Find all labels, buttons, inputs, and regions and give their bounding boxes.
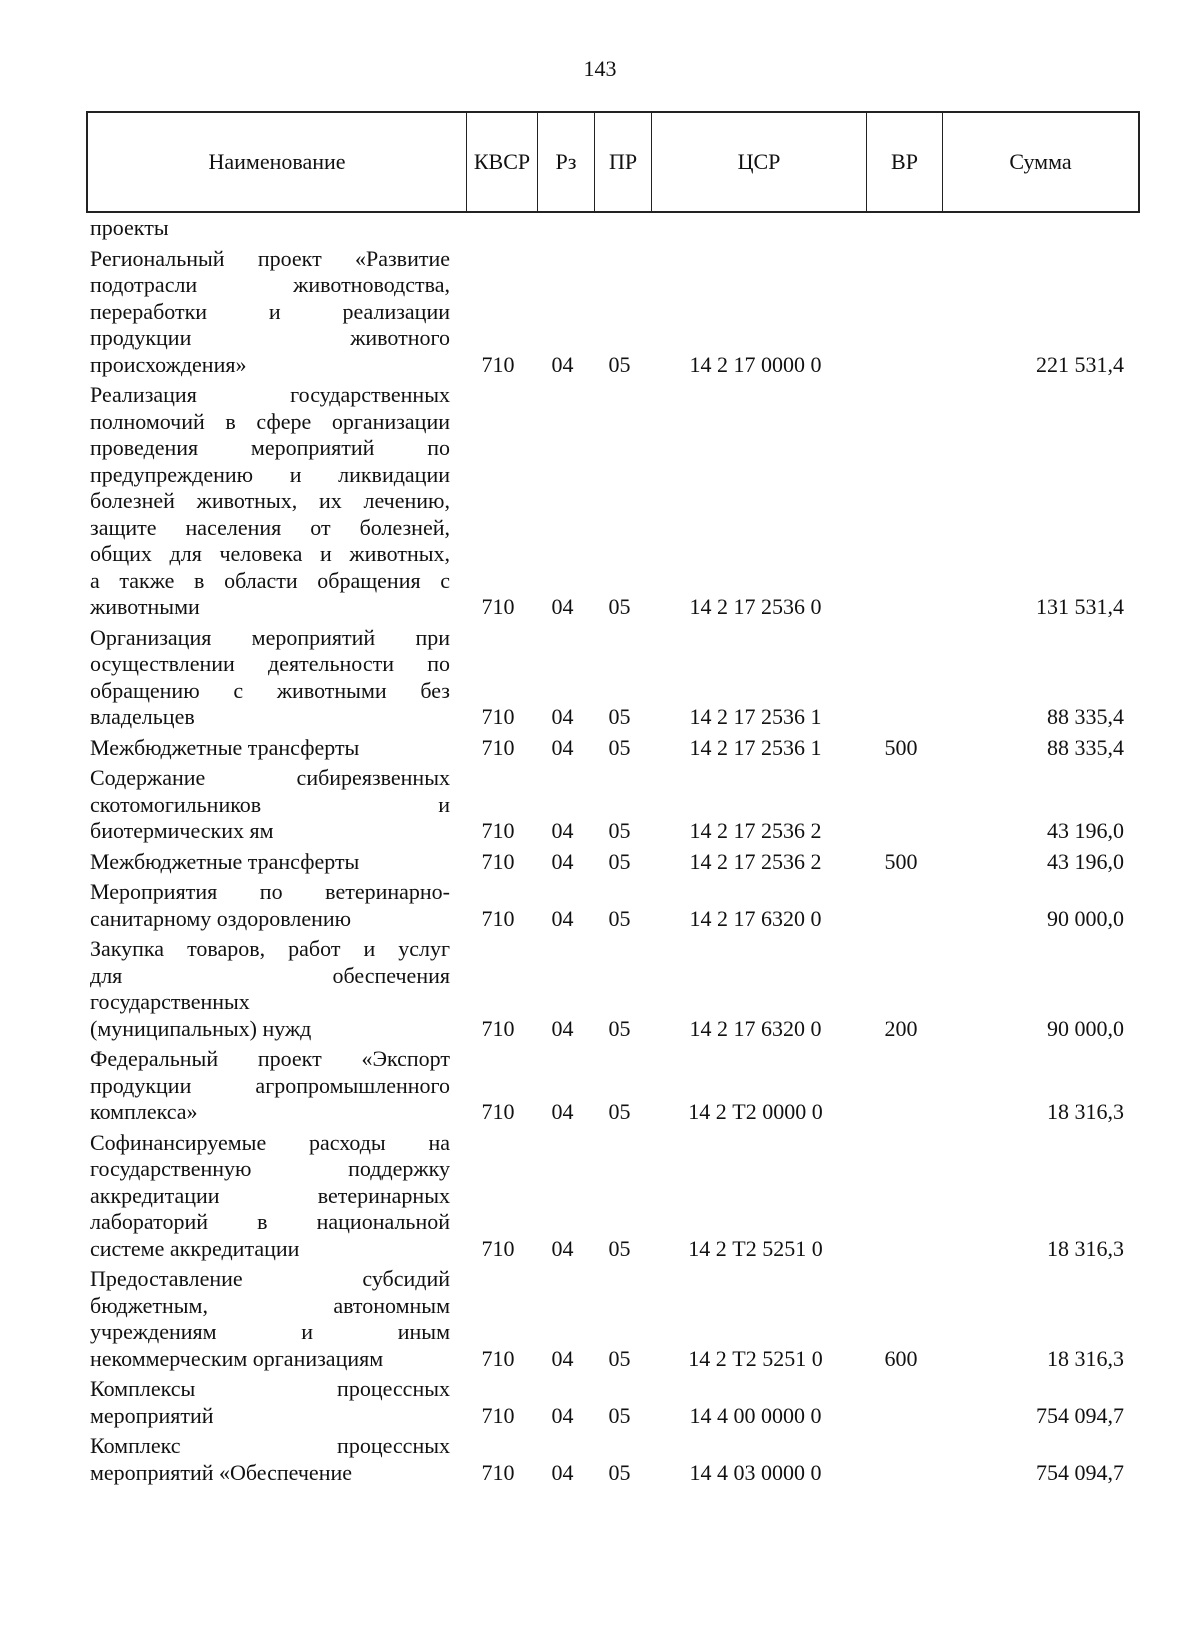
row-name-line: проведения мероприятий по: [90, 435, 450, 460]
row-name-line: учреждениям и иным: [90, 1319, 450, 1344]
row-kvsr: 710: [481, 1015, 515, 1041]
header-pr: ПР: [595, 113, 652, 211]
row-rz: 04: [551, 1402, 574, 1428]
row-sum: 90 000,0: [1047, 905, 1124, 931]
row-rz: 04: [551, 1099, 574, 1124]
row-name-line: проекты: [90, 215, 169, 240]
row-csr: 14 4 03 0000 0: [689, 1459, 822, 1485]
row-rz: 04: [551, 734, 574, 760]
row-name: [90, 1046, 450, 1126]
row-sum: 18 316,3: [1047, 1235, 1124, 1261]
row-pr: 05: [608, 1235, 631, 1261]
row-sum: 90 000,0: [1047, 1015, 1124, 1041]
header-name: Наименование: [88, 113, 467, 211]
row-rz: 04: [551, 905, 574, 931]
row-name-line: государственных: [90, 989, 250, 1014]
row-name-line: системе аккредитации: [90, 1235, 300, 1261]
row-name-line: биотермических ям: [90, 818, 274, 843]
row-name-line: Организация мероприятий при: [90, 624, 450, 650]
row-vr: 600: [884, 1345, 918, 1371]
row-kvsr: 710: [481, 594, 515, 619]
page-number: 143: [583, 56, 617, 81]
header-vr: ВР: [867, 113, 943, 211]
row-rz: 04: [551, 818, 574, 843]
row-pr: 05: [608, 351, 631, 377]
table-row: [90, 1266, 1134, 1372]
row-csr: 14 2 Т2 5251 0: [688, 1345, 823, 1371]
row-kvsr: 710: [481, 1235, 515, 1261]
row-sum: 754 094,7: [1036, 1459, 1124, 1485]
row-pr: 05: [608, 848, 631, 874]
table-row: [90, 246, 1134, 379]
table-row: [90, 1376, 1134, 1429]
row-pr: 05: [608, 1402, 631, 1428]
row-csr: 14 2 17 6320 0: [689, 905, 822, 931]
header-csr: ЦСР: [652, 113, 867, 211]
row-name-line: санитарному оздоровлению: [90, 905, 352, 931]
table-row: [90, 765, 1134, 845]
row-name-line: государственную поддержку: [90, 1156, 450, 1181]
row-csr: 14 2 17 2536 1: [689, 704, 822, 729]
row-name-line: происхождения»: [90, 351, 247, 377]
row-sum: 43 196,0: [1047, 818, 1124, 843]
header-kvsr: КВСР: [467, 113, 538, 211]
row-rz: 04: [551, 848, 574, 874]
row-name-line: владельцев: [90, 704, 195, 729]
table-row: [90, 1046, 1134, 1126]
row-csr: 14 2 17 0000 0: [689, 351, 822, 377]
row-name: [90, 879, 450, 932]
row-sum: 18 316,3: [1047, 1345, 1124, 1371]
row-name-line: Закупка товаров, работ и услуг: [90, 936, 450, 961]
row-name: [90, 1130, 450, 1263]
table-row: [90, 879, 1134, 932]
row-rz: 04: [551, 594, 574, 619]
header-rz: Рз: [538, 113, 595, 211]
row-name-line: Содержание сибиреязвенных: [90, 765, 450, 790]
row-vr: 500: [884, 848, 918, 874]
row-name: [90, 625, 450, 731]
row-kvsr: 710: [481, 848, 515, 874]
row-kvsr: 710: [481, 704, 515, 729]
row-name-line: (муниципальных) нужд: [90, 1015, 312, 1041]
row-name-line: а также в области обращения с: [90, 567, 450, 593]
row-rz: 04: [551, 1015, 574, 1041]
row-pr: 05: [608, 1015, 631, 1041]
row-name: [90, 246, 450, 379]
row-rz: 04: [551, 704, 574, 729]
row-pr: 05: [608, 905, 631, 931]
header-sum: Сумма: [1009, 149, 1072, 174]
row-name-line: мероприятий «Обеспечение: [90, 1459, 353, 1485]
row-pr: 05: [608, 594, 631, 619]
row-csr: 14 2 17 2536 0: [689, 594, 822, 619]
table-row: [90, 382, 1134, 621]
row-name-line: Региональный проект «Развитие: [90, 245, 450, 271]
row-sum: 43 196,0: [1047, 848, 1124, 874]
row-name-line: полномочий в сфере организации: [90, 408, 450, 434]
row-name-line: Реализация государственных: [90, 382, 450, 407]
row-rz: 04: [551, 351, 574, 377]
row-name-line: болезней животных, их лечению,: [90, 488, 450, 513]
row-sum: 88 335,4: [1047, 734, 1124, 760]
row-kvsr: 710: [481, 1459, 515, 1485]
row-kvsr: 710: [481, 734, 515, 760]
row-csr: 14 2 17 2536 1: [689, 734, 822, 760]
row-sum: 754 094,7: [1036, 1402, 1124, 1428]
row-name: [90, 1266, 450, 1372]
row-kvsr: 710: [481, 1402, 515, 1428]
row-name-line: комплекса»: [90, 1099, 198, 1124]
row-kvsr: 710: [481, 351, 515, 377]
table-row: [90, 625, 1134, 731]
row-kvsr: 710: [481, 818, 515, 843]
row-csr: 14 2 17 2536 2: [689, 818, 822, 843]
row-name-line: скотомогильников и: [90, 791, 450, 817]
row-name-line: предупреждению и ликвидации: [90, 461, 450, 487]
row-name-line: продукции агропромышленного: [90, 1072, 450, 1098]
row-name: [90, 936, 450, 1042]
row-name-line: Софинансируемые расходы на: [90, 1129, 450, 1155]
row-csr: 14 4 00 0000 0: [689, 1402, 822, 1428]
row-name: [90, 735, 450, 762]
table-row: [90, 1433, 1134, 1486]
row-name-line: животными: [90, 594, 200, 619]
row-name: [90, 849, 450, 876]
row-rz: 04: [551, 1459, 574, 1485]
row-name-line: обращению с животными без: [90, 677, 450, 703]
row-csr: 14 2 Т2 0000 0: [688, 1099, 823, 1124]
row-name-line: осуществлении деятельности по: [90, 651, 450, 676]
row-pr: 05: [608, 1099, 631, 1124]
row-pr: 05: [608, 1345, 631, 1371]
row-name-line: для обеспечения: [90, 962, 450, 988]
row-name: [90, 215, 450, 242]
row-name-line: Комплекс процессных: [90, 1433, 450, 1458]
row-name: [90, 382, 450, 621]
row-sum: 221 531,4: [1036, 351, 1124, 377]
row-pr: 05: [608, 818, 631, 843]
row-name-line: аккредитации ветеринарных: [90, 1182, 450, 1208]
row-kvsr: 710: [481, 1345, 515, 1371]
table-row: [90, 1130, 1134, 1263]
row-sum: 88 335,4: [1047, 704, 1124, 729]
row-name: [90, 765, 450, 845]
table-row: [90, 215, 1134, 242]
row-name-line: мероприятий: [90, 1402, 214, 1428]
row-pr: 05: [608, 1459, 631, 1485]
row-name-line: Мероприятия по ветеринарно-: [90, 879, 450, 904]
row-name-line: лабораторий в национальной: [90, 1209, 450, 1234]
table-row: [90, 849, 1134, 876]
row-name-line: Межбюджетные трансферты: [90, 848, 360, 874]
row-name-line: подотрасли животноводства,: [90, 272, 450, 297]
row-csr: 14 2 Т2 5251 0: [688, 1235, 823, 1261]
row-name-line: Комплексы процессных: [90, 1376, 450, 1401]
row-name-line: Межбюджетные трансферты: [90, 734, 360, 760]
row-rz: 04: [551, 1345, 574, 1371]
row-csr: 14 2 17 6320 0: [689, 1015, 822, 1041]
row-kvsr: 710: [481, 1099, 515, 1124]
row-name: [90, 1376, 450, 1429]
row-vr: 500: [884, 734, 918, 760]
row-name-line: защите населения от болезней,: [90, 514, 450, 540]
table-row: [90, 735, 1134, 762]
row-sum: 131 531,4: [1036, 594, 1124, 619]
row-name-line: некоммерческим организациям: [90, 1345, 384, 1371]
table-body: [90, 215, 1134, 1486]
row-name-line: Федеральный проект «Экспорт: [90, 1046, 450, 1071]
row-kvsr: 710: [481, 905, 515, 931]
row-rz: 04: [551, 1235, 574, 1261]
row-name-line: переработки и реализации: [90, 298, 450, 324]
row-name-line: бюджетным, автономным: [90, 1292, 450, 1318]
row-name-line: Предоставление субсидий: [90, 1266, 450, 1291]
row-pr: 05: [608, 704, 631, 729]
row-pr: 05: [608, 734, 631, 760]
row-name-line: продукции животного: [90, 325, 450, 350]
row-csr: 14 2 17 2536 2: [689, 848, 822, 874]
row-sum: 18 316,3: [1047, 1099, 1124, 1124]
table-header: [86, 111, 1140, 213]
table-row: [90, 936, 1134, 1042]
row-name-line: общих для человека и животных,: [90, 541, 450, 566]
row-vr: 200: [884, 1015, 918, 1041]
row-name: [90, 1433, 450, 1486]
